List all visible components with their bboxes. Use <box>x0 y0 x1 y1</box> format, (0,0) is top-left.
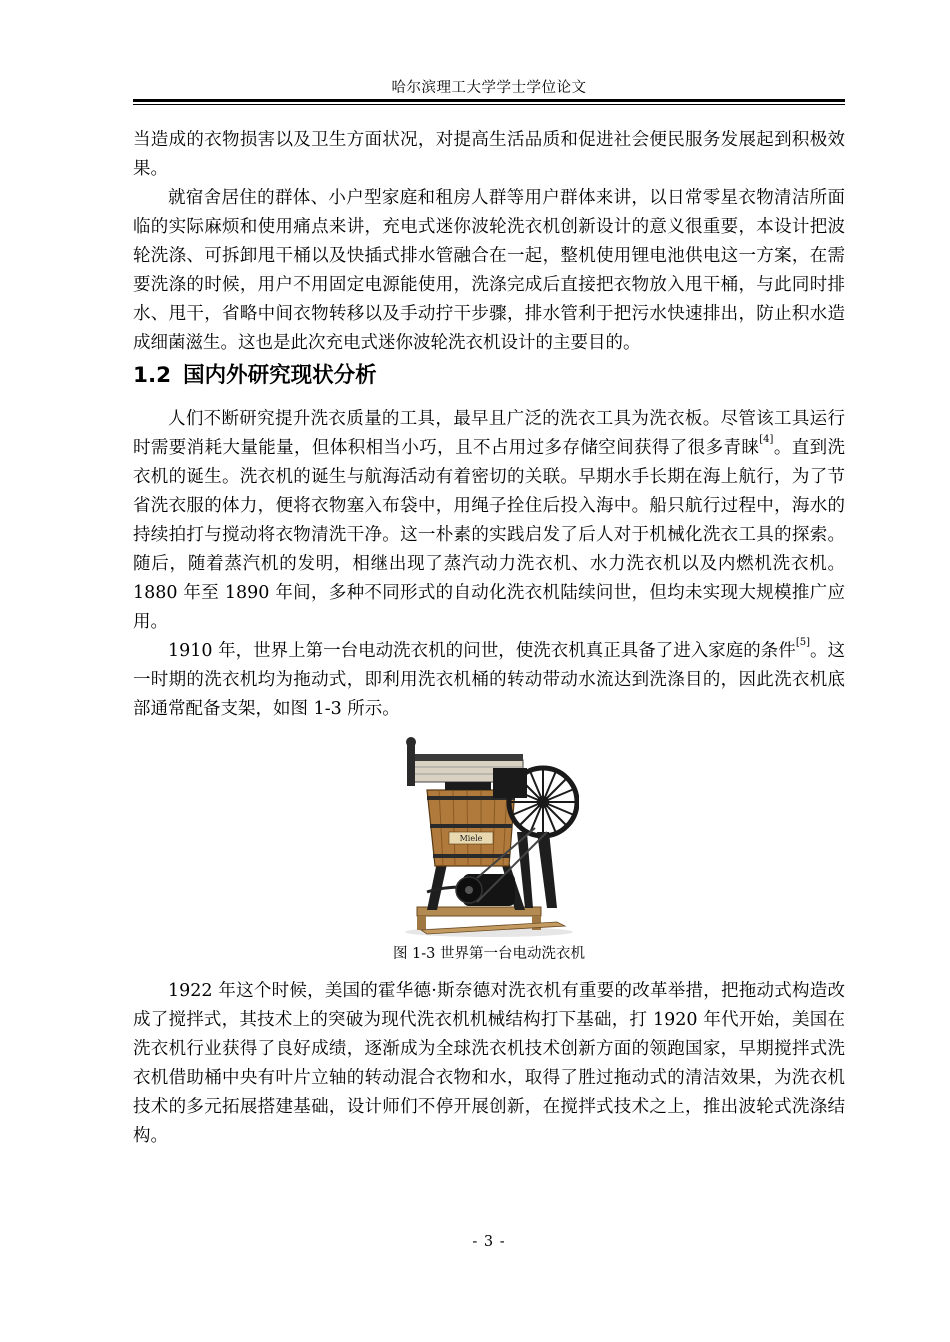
tub-brand-label: Miele <box>459 834 483 843</box>
figure-caption: 图 1-3 世界第一台电动洗衣机 <box>392 946 586 962</box>
paragraph-text: 1910 年，世界上第一台电动洗衣机的问世，使洗衣机真正具备了进入家庭的条件 <box>168 641 796 661</box>
section-number: 1.2 <box>133 363 172 388</box>
citation-ref: [4] <box>759 434 774 445</box>
running-header: 哈尔滨理工大学学士学位论文 <box>391 80 587 96</box>
citation-ref: [5] <box>795 637 810 648</box>
paragraph-text: 。这一时期的洗衣机均为拖动式，即利用洗衣机桶的转动带动水流达到洗涤目的，因此洗衣机底部通常配备支架，如图 1-3 所示。 <box>133 641 845 719</box>
header-rule-thick <box>133 99 845 102</box>
paragraph-continued: 当造成的衣物损害以及卫生方面状况，对提高生活品质和促进社会便民服务发展起到积极效果。 <box>133 130 845 179</box>
header-rule-thin <box>133 104 845 105</box>
figure-washing-machine <box>133 732 845 938</box>
body-text <box>133 126 845 1151</box>
paragraph-agitator-history: 1922 年这个时候，美国的霍华德·斯奈德对洗衣机有重要的改革举措，把拖动式构造改成了搅拌式，其技术上的突破为现代洗衣机机械结构打下基础，打 1920 年代开始，美国在洗衣机行业获得了良好成绩，逐渐成为全球洗衣机技术创新方面的领跑国家，早期搅拌式洗衣机借助桶中央有叶片立轴的转动混合衣物和水，取得了胜过拖动式的清洁效果，为洗衣机技术的多元拓展搭建基础，设计师们不停开展创新，在搅拌式技术之上，推出波轮式洗涤结构。 <box>133 981 845 1146</box>
paragraph-design-purpose: 就宿舍居住的群体、小户型家庭和租房人群等用户群体来讲，以日常零星衣物清洁所面临的实际麻烦和使用痛点来讲，充电式迷你波轮洗衣机创新设计的意义很重要，本设计把波轮洗涤、可拆卸甩干桶以及快插式排水管融合在一起，整机使用锂电池供电这一方案，在需要洗涤的时候，用户不用固定电源能使用，洗涤完成后直接把衣物放入甩干桶，与此同时排水、甩干，省略中间衣物转移以及手动拧干步骤，排水管利于把污水快速排出，防止积水造成细菌滋生。这也是此次充电式迷你波轮洗衣机设计的主要目的。 <box>133 188 845 353</box>
paragraph-history-origins <box>133 405 845 637</box>
section-title: 国内外研究现状分析 <box>183 363 377 388</box>
paragraph-history-electric <box>133 637 845 724</box>
paragraph-text: 。直到洗衣机的诞生。洗衣机的诞生与航海活动有着密切的关联。早期水手长期在海上航行，为了节省洗衣服的体力，便将衣物塞入布袋中，用绳子拴住后投入海中。船只航行过程中，海水的持续拍打与搅动将衣物清洗干净。这一朴素的实践启发了后人对于机械化洗衣工具的探索。随后，随着蒸汽机的发明，相继出现了蒸汽动力洗衣机、水力洗衣机以及内燃机洗衣机。1880 年至 1890 年间，多种不同形式的自动化洗衣机陆续问世，但均未实现大规模推广应用。 <box>133 438 846 632</box>
paragraph-text: 人们不断研究提升洗衣质量的工具，最早且广泛的洗衣工具为洗衣板。尽管该工具运行时需要消耗大量能量，但体积相当小巧，且不占用过多存储空间获得了很多青睐 <box>133 409 845 458</box>
page-number: - 3 - <box>472 1234 506 1250</box>
washing-machine-illustration <box>397 732 579 938</box>
section-heading <box>133 360 845 392</box>
